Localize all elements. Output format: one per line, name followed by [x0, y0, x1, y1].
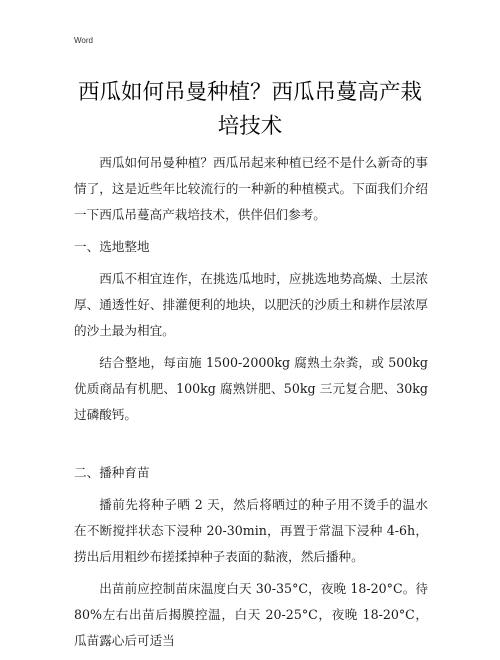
document-title: 西瓜如何吊曼种植？西瓜吊蔓高产栽培技术 — [77, 80, 422, 139]
header-label: Word — [74, 36, 93, 45]
blank-line — [74, 434, 428, 460]
section-heading-site-selection: 一、选地整地 — [74, 239, 150, 254]
paragraph-site-selection: 西瓜不相宜连作，在挑选瓜地时，应挑选地势高燥、土层浓厚、通透性好、排灌便利的地块，以肥沃的沙质土和耕作层浓厚的沙土最为相宜。 — [74, 271, 428, 338]
section-heading-sowing: 二、播种育苗 — [74, 465, 150, 480]
paragraph-seedbed-temperature: 出苗前应控制苗床温度白天 30-35°C，夜晚 18-20°C。待 80%左右出苗后揭膜控温，白天 20-25°C，夜晚 18-20°C，瓜苗露心后可适当 — [74, 581, 428, 648]
paragraph-fertilizer: 结合整地，每亩施 1500-2000kg 腐熟土杂粪，或 500kg 优质商品有机肥、100kg 腐熟饼肥、50kg 三元复合肥、30kg 过磷酸钙。 — [74, 355, 428, 422]
intro-paragraph: 西瓜如何吊曼种植？西瓜吊起来种植已经不是什么新奇的事情了，这是近些年比较流行的一种新的种植模式。下面我们介绍一下西瓜吊蔓高产栽培技术，供伴侣们参考。 — [74, 155, 428, 222]
paragraph-seed-soaking: 播前先将种子晒 2 天，然后将晒过的种子用不烫手的温水在不断搅拌状态下浸种 20-30min，再置于常温下浸种 4-6h，捞出后用粗纱布搓揉掉种子表面的黏液，然后播种。 — [74, 497, 428, 564]
document-body — [74, 150, 428, 660]
